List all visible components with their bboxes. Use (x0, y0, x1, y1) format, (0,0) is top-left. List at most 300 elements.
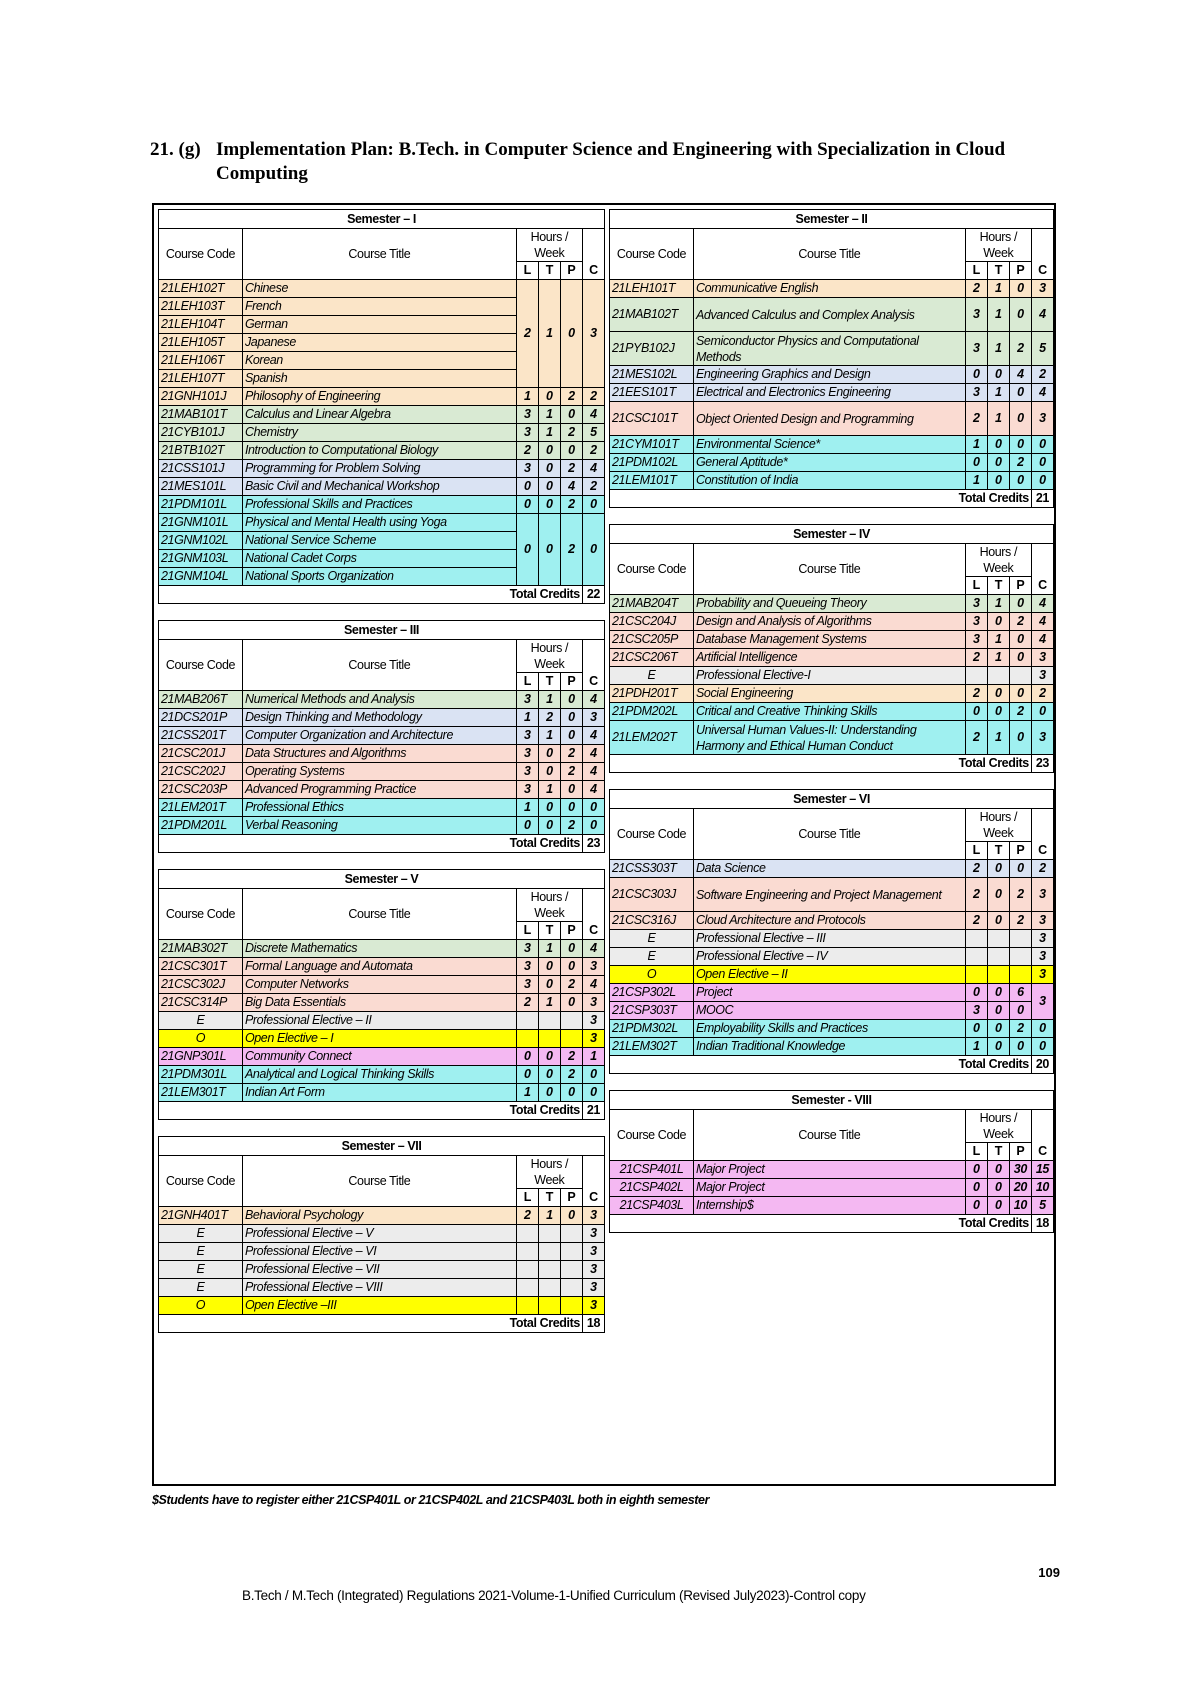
header-t: T (538, 673, 560, 691)
course-code: 21MES102L (610, 366, 694, 384)
total-credits-value: 20 (1031, 1056, 1053, 1074)
hours-l: 2 (965, 685, 987, 703)
course-title: Korean (242, 352, 516, 370)
header-t: T (538, 262, 560, 280)
hours-l: 3 (965, 613, 987, 631)
hours-c: 5 (1031, 1197, 1053, 1215)
course-row (159, 994, 605, 1012)
course-code-header: Course Code (159, 640, 243, 691)
hours-l (965, 667, 987, 685)
course-row (159, 1030, 605, 1048)
course-title: Programming for Problem Solving (242, 460, 516, 478)
course-code: E (610, 930, 694, 948)
course-code: 21MAB101T (159, 406, 243, 424)
hours-c: 3 (1031, 966, 1053, 984)
hours-t (538, 1297, 560, 1315)
hours-c: 0 (582, 799, 604, 817)
course-row (610, 1020, 1054, 1038)
hours-l: 3 (965, 384, 987, 402)
hours-c: 3 (1031, 402, 1053, 436)
hours-c: 3 (582, 1030, 604, 1048)
semester-block (609, 1090, 1054, 1233)
hours-l: 2 (965, 860, 987, 878)
course-code: 21PYB102J (610, 332, 694, 366)
hours-c: 3 (1031, 721, 1053, 755)
semester-title-row (610, 525, 1054, 544)
course-code: 21CSP303T (610, 1002, 694, 1020)
course-title-header: Course Title (693, 1110, 965, 1161)
course-code: 21PDM202L (610, 703, 694, 721)
course-title: Formal Language and Automata (242, 958, 516, 976)
hours-p: 30 (1009, 1161, 1031, 1179)
course-code: 21CSP402L (610, 1179, 694, 1197)
hours-c: 5 (1031, 332, 1053, 366)
semester-title-row (159, 210, 605, 229)
course-code: E (159, 1279, 243, 1297)
hours-l: 3 (965, 1002, 987, 1020)
page-heading (150, 138, 1070, 186)
hours-c: 3 (582, 958, 604, 976)
course-row (159, 745, 605, 763)
hours-t: 0 (538, 514, 560, 586)
course-code: 21LEH103T (159, 298, 243, 316)
course-code: 21CSC202J (159, 763, 243, 781)
hours-l (965, 948, 987, 966)
course-title: Professional Elective – V (242, 1225, 516, 1243)
course-code: 21LEM202T (610, 721, 694, 755)
hours-l: 3 (965, 595, 987, 613)
course-title: Indian Traditional Knowledge (693, 1038, 965, 1056)
course-title-header: Course Title (693, 809, 965, 860)
course-row (159, 280, 605, 298)
hours-c: 0 (1031, 1038, 1053, 1056)
course-row (610, 948, 1054, 966)
hours-l: 0 (516, 817, 538, 835)
course-code: 21LEM201T (159, 799, 243, 817)
hours-p: 0 (560, 691, 582, 709)
course-title: Social Engineering (693, 685, 965, 703)
course-title: Open Elective – II (693, 966, 965, 984)
hours-p: 2 (560, 388, 582, 406)
hours-l (516, 1261, 538, 1279)
course-title: Indian Art Form (242, 1084, 516, 1102)
course-title: Basic Civil and Mechanical Workshop (242, 478, 516, 496)
course-code-header: Course Code (610, 229, 694, 280)
semester-table (158, 620, 605, 853)
hours-l (965, 930, 987, 948)
course-row (610, 984, 1054, 1002)
course-title: Major Project (693, 1161, 965, 1179)
hours-l (516, 1279, 538, 1297)
hours-t: 0 (987, 1002, 1009, 1020)
header-l: L (965, 842, 987, 860)
course-title: Open Elective –III (242, 1297, 516, 1315)
hours-l (516, 1297, 538, 1315)
hours-t: 0 (987, 1020, 1009, 1038)
course-row (159, 1012, 605, 1030)
hours-p: 4 (560, 478, 582, 496)
hours-p (1009, 948, 1031, 966)
hours-t: 0 (538, 442, 560, 460)
course-code: 21CSS201T (159, 727, 243, 745)
hours-l: 0 (965, 454, 987, 472)
course-row (610, 685, 1054, 703)
total-credits-row (159, 1315, 605, 1333)
hours-c: 4 (582, 691, 604, 709)
hours-c: 0 (1031, 454, 1053, 472)
hours-p: 0 (1009, 860, 1031, 878)
hours-p: 2 (560, 424, 582, 442)
hours-t: 1 (987, 332, 1009, 366)
hours-t: 0 (987, 685, 1009, 703)
hours-p (560, 1030, 582, 1048)
total-credits-label: Total Credits (610, 1215, 1032, 1233)
curriculum-frame (152, 203, 1056, 1486)
hours-t (987, 966, 1009, 984)
course-code: 21MAB302T (159, 940, 243, 958)
course-title: Major Project (693, 1179, 965, 1197)
credits-header-spacer (582, 229, 604, 262)
course-code-header: Course Code (159, 1156, 243, 1207)
hours-c: 2 (1031, 860, 1053, 878)
hours-t: 0 (538, 799, 560, 817)
course-code: E (159, 1225, 243, 1243)
hours-week-header: Hours / Week (965, 809, 1031, 842)
course-row (610, 878, 1054, 912)
hours-c: 4 (1031, 384, 1053, 402)
course-title: Spanish (242, 370, 516, 388)
hours-c: 3 (582, 1261, 604, 1279)
hours-week-header: Hours / Week (516, 1156, 582, 1189)
semester-title: Semester – I (159, 210, 605, 229)
course-title: Chinese (242, 280, 516, 298)
course-title: Professional Elective – IV (693, 948, 965, 966)
hours-c: 2 (1031, 685, 1053, 703)
header-l: L (516, 1189, 538, 1207)
course-row (610, 649, 1054, 667)
course-code: 21LEH106T (159, 352, 243, 370)
course-code: 21GNM101L (159, 514, 243, 532)
header-row (159, 640, 605, 673)
hours-l: 0 (516, 1066, 538, 1084)
hours-p (560, 1243, 582, 1261)
course-title: Physical and Mental Health using Yoga (242, 514, 516, 532)
hours-c: 3 (582, 1279, 604, 1297)
course-title: Electrical and Electronics Engineering (693, 384, 965, 402)
credits-header-spacer (1031, 544, 1053, 577)
hours-p: 10 (1009, 1197, 1031, 1215)
course-row (610, 613, 1054, 631)
credits-header-spacer (582, 640, 604, 673)
course-row (159, 1048, 605, 1066)
hours-t: 0 (987, 366, 1009, 384)
course-row (159, 1261, 605, 1279)
hours-p: 0 (560, 727, 582, 745)
course-title: French (242, 298, 516, 316)
header-t: T (538, 922, 560, 940)
hours-t: 1 (538, 280, 560, 388)
hours-p: 0 (1009, 1038, 1031, 1056)
course-code: 21CSC101T (610, 402, 694, 436)
hours-l: 3 (516, 745, 538, 763)
course-code: 21MAB204T (610, 595, 694, 613)
course-code: 21CYB101J (159, 424, 243, 442)
course-title: Design Thinking and Methodology (242, 709, 516, 727)
total-credits-value: 21 (582, 1102, 604, 1120)
semester-title-row (610, 1091, 1054, 1110)
course-title: Cloud Architecture and Protocols (693, 912, 965, 930)
course-code: 21EES101T (610, 384, 694, 402)
hours-l: 3 (516, 976, 538, 994)
header-c: C (582, 922, 604, 940)
course-title: Verbal Reasoning (242, 817, 516, 835)
hours-c: 3 (582, 280, 604, 388)
course-row (159, 940, 605, 958)
hours-p (1009, 667, 1031, 685)
hours-p: 0 (1009, 649, 1031, 667)
semester-title: Semester - VIII (610, 1091, 1054, 1110)
hours-t: 0 (987, 1179, 1009, 1197)
hours-t: 0 (987, 613, 1009, 631)
total-credits-label: Total Credits (159, 586, 583, 604)
hours-t: 1 (538, 691, 560, 709)
course-row (159, 976, 605, 994)
course-code: E (610, 667, 694, 685)
hours-c: 0 (1031, 703, 1053, 721)
total-credits-row (159, 586, 605, 604)
hours-l: 1 (516, 709, 538, 727)
hours-t: 0 (987, 1161, 1009, 1179)
course-row (610, 1179, 1054, 1197)
hours-t: 1 (987, 649, 1009, 667)
hours-p: 2 (560, 745, 582, 763)
hours-l: 2 (516, 280, 538, 388)
hours-c: 3 (1031, 912, 1053, 930)
hours-l: 3 (965, 298, 987, 332)
semester-title: Semester – II (610, 210, 1054, 229)
course-title: Professional Elective – VI (242, 1243, 516, 1261)
hours-t: 0 (538, 745, 560, 763)
course-row (610, 472, 1054, 490)
course-title-header: Course Title (242, 889, 516, 940)
hours-c: 4 (582, 460, 604, 478)
hours-c: 3 (1031, 878, 1053, 912)
course-title: MOOC (693, 1002, 965, 1020)
hours-p: 4 (1009, 366, 1031, 384)
course-title: Constitution of India (693, 472, 965, 490)
course-title: Analytical and Logical Thinking Skills (242, 1066, 516, 1084)
hours-c: 2 (1031, 366, 1053, 384)
course-title: Professional Elective – VIII (242, 1279, 516, 1297)
course-title: Data Structures and Algorithms (242, 745, 516, 763)
hours-p (560, 1012, 582, 1030)
course-code: 21DCS201P (159, 709, 243, 727)
course-row (610, 966, 1054, 984)
header-c: C (1031, 842, 1053, 860)
hours-l: 0 (516, 478, 538, 496)
hours-p: 0 (560, 940, 582, 958)
course-title: National Service Scheme (242, 532, 516, 550)
hours-t: 0 (987, 984, 1009, 1002)
course-title: National Sports Organization (242, 568, 516, 586)
hours-p (560, 1225, 582, 1243)
course-row (159, 424, 605, 442)
hours-week-header: Hours / Week (965, 1110, 1031, 1143)
course-row (159, 781, 605, 799)
header-l: L (965, 262, 987, 280)
course-code: 21PDM302L (610, 1020, 694, 1038)
hours-p: 2 (560, 514, 582, 586)
semester-title-row (159, 870, 605, 889)
total-credits-row (610, 755, 1054, 773)
hours-t: 0 (538, 1066, 560, 1084)
course-code: 21CSC316J (610, 912, 694, 930)
hours-c: 0 (582, 1066, 604, 1084)
hours-p: 0 (1009, 595, 1031, 613)
semester-title-row (610, 790, 1054, 809)
hours-p: 20 (1009, 1179, 1031, 1197)
hours-l: 2 (965, 912, 987, 930)
semester-table (609, 1090, 1054, 1233)
course-row (159, 1084, 605, 1102)
hours-p (560, 1261, 582, 1279)
hours-t: 1 (987, 721, 1009, 755)
course-row (610, 1197, 1054, 1215)
hours-p: 2 (1009, 454, 1031, 472)
hours-t: 0 (538, 817, 560, 835)
heading-title-line1: Implementation Plan: B.Tech. in Computer Science and Engineering with Specialization in Cloud (216, 139, 1006, 160)
hours-p: 0 (560, 406, 582, 424)
hours-week-header: Hours / Week (965, 544, 1031, 577)
hours-c: 3 (582, 709, 604, 727)
course-code: 21GNP301L (159, 1048, 243, 1066)
course-title: Computer Networks (242, 976, 516, 994)
hours-l: 0 (965, 366, 987, 384)
hours-t (987, 948, 1009, 966)
hours-p: 0 (1009, 1002, 1031, 1020)
course-title: Environmental Science* (693, 436, 965, 454)
hours-l: 2 (965, 280, 987, 298)
hours-l: 1 (516, 1084, 538, 1102)
course-title: Community Connect (242, 1048, 516, 1066)
course-code: 21LEH101T (610, 280, 694, 298)
course-code: 21GNM104L (159, 568, 243, 586)
course-title: Employability Skills and Practices (693, 1020, 965, 1038)
hours-l (516, 1225, 538, 1243)
course-row (159, 406, 605, 424)
course-title: Japanese (242, 334, 516, 352)
course-row (610, 298, 1054, 332)
semester-title: Semester – V (159, 870, 605, 889)
hours-t: 0 (538, 976, 560, 994)
hours-l (516, 1012, 538, 1030)
hours-l: 3 (516, 763, 538, 781)
hours-c: 0 (582, 817, 604, 835)
total-credits-label: Total Credits (610, 490, 1032, 508)
hours-week-header: Hours / Week (965, 229, 1031, 262)
hours-c: 3 (1031, 984, 1053, 1020)
course-title: Chemistry (242, 424, 516, 442)
course-code-header: Course Code (610, 544, 694, 595)
hours-t: 2 (538, 709, 560, 727)
hours-t: 1 (538, 940, 560, 958)
header-p: P (1009, 1143, 1031, 1161)
course-title: German (242, 316, 516, 334)
hours-c: 4 (1031, 595, 1053, 613)
course-code: 21CSC303J (610, 878, 694, 912)
course-title: Professional Ethics (242, 799, 516, 817)
header-c: C (582, 262, 604, 280)
hours-p: 0 (560, 1084, 582, 1102)
total-credits-row (159, 835, 605, 853)
course-code: 21CSC302J (159, 976, 243, 994)
course-code: 21CSC204J (610, 613, 694, 631)
total-credits-row (610, 1215, 1054, 1233)
header-p: P (560, 1189, 582, 1207)
course-code: 21GNH101J (159, 388, 243, 406)
hours-l: 3 (965, 631, 987, 649)
header-l: L (516, 262, 538, 280)
total-credits-row (610, 490, 1054, 508)
hours-c: 3 (1031, 649, 1053, 667)
course-code: 21CSC201J (159, 745, 243, 763)
total-credits-label: Total Credits (159, 835, 583, 853)
hours-l: 0 (965, 1161, 987, 1179)
hours-c: 2 (582, 478, 604, 496)
hours-c: 2 (582, 388, 604, 406)
hours-c: 4 (582, 727, 604, 745)
course-code: 21MES101L (159, 478, 243, 496)
course-title: National Cadet Corps (242, 550, 516, 568)
hours-t: 0 (538, 1048, 560, 1066)
course-code: 21LEM302T (610, 1038, 694, 1056)
hours-l: 2 (965, 878, 987, 912)
course-row (159, 478, 605, 496)
course-code: 21CSC301T (159, 958, 243, 976)
header-t: T (987, 842, 1009, 860)
header-row (610, 229, 1054, 262)
course-row (159, 763, 605, 781)
hours-l: 1 (965, 1038, 987, 1056)
hours-t: 1 (987, 384, 1009, 402)
hours-p: 2 (560, 763, 582, 781)
hours-t (538, 1261, 560, 1279)
course-code-header: Course Code (610, 809, 694, 860)
hours-c: 4 (582, 745, 604, 763)
hours-c: 0 (582, 514, 604, 586)
course-row (159, 1066, 605, 1084)
hours-p: 6 (1009, 984, 1031, 1002)
hours-t: 1 (538, 1207, 560, 1225)
credits-header-spacer (582, 889, 604, 922)
course-row (159, 1297, 605, 1315)
course-title: Artificial Intelligence (693, 649, 965, 667)
hours-p: 2 (560, 460, 582, 478)
hours-c: 4 (582, 781, 604, 799)
hours-p: 0 (1009, 384, 1031, 402)
semester-table (158, 1136, 605, 1333)
hours-t: 1 (538, 781, 560, 799)
header-p: P (1009, 842, 1031, 860)
course-title: Communicative English (693, 280, 965, 298)
hours-c: 4 (1031, 613, 1053, 631)
course-title: Database Management Systems (693, 631, 965, 649)
total-credits-value: 23 (1031, 755, 1053, 773)
semester-table (158, 869, 605, 1120)
hours-t (538, 1030, 560, 1048)
hours-t: 0 (538, 478, 560, 496)
hours-p: 2 (1009, 613, 1031, 631)
